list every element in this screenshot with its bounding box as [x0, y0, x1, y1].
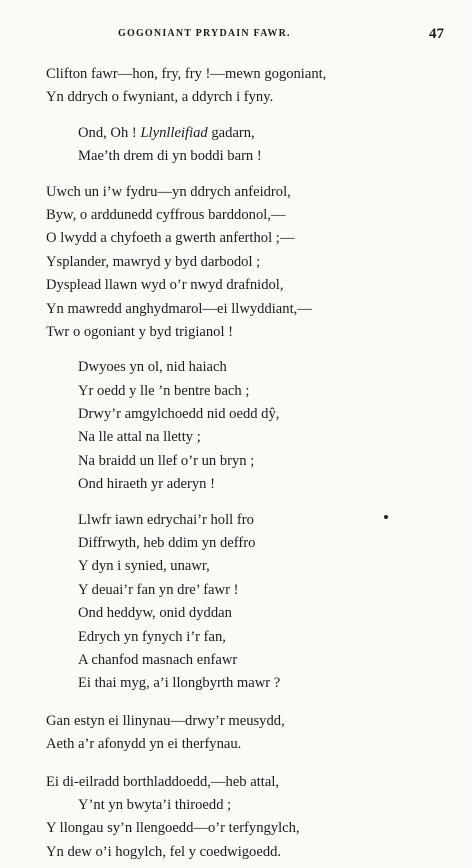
running-head: GOGONIANT PRYDAIN FAWR. [118, 28, 291, 39]
stanza-gap [0, 169, 472, 181]
verse-line: Byw, o arddunedd cyffrous barddonol,— [46, 206, 286, 223]
verse-line: Clifton fawr—hon, fry, fry !—mewn gogoniant, [46, 66, 327, 82]
verse-line: Gan estyn ei llinynau—drwy’r meusydd, [46, 712, 285, 729]
verse-line: Ond heddyw, onid dyddan [78, 605, 232, 622]
verse-line: Y dyn i synied, unawr, [78, 558, 210, 575]
verse-line: Yn dew o’i hogylch, fel y coedwigoedd. [46, 843, 282, 860]
verse-line: Ond hiraeth yr aderyn ! [78, 476, 215, 493]
verse-line: Yn mawredd anghydmarol—ei llwyddiant,— [46, 300, 312, 317]
stanza-gap [0, 757, 472, 771]
stanza [0, 771, 472, 865]
verse-line: Aeth a’r afonydd yn ei therfynau. [46, 736, 242, 753]
page-header [0, 26, 472, 46]
verse-line: Drwy’r amgylchoedd nid oedd dŷ, [78, 406, 280, 423]
stanza [0, 710, 472, 757]
page-number: 47 [429, 26, 444, 42]
stanza-gap [0, 696, 472, 710]
verse-line: Ei thai myg, a’i llongbyrth mawr ? [78, 675, 281, 692]
verse-line: Llwfr iawn edrychai’r holl fro [78, 511, 254, 528]
stanza [0, 509, 472, 696]
verse-line: Y’nt yn bwyta’i thiroedd ; [78, 796, 232, 813]
stanza [0, 63, 472, 110]
verse-line: Na braidd un llef o’r un bryn ; [78, 452, 255, 469]
verse-line: Ond, Oh ! Llynlleifiad gadarn, [78, 124, 255, 141]
stanza-gap [0, 110, 472, 122]
verse-line: Uwch un i’w fydru—yn ddrych anfeidrol, [46, 183, 291, 200]
verse-line: Y llongau sy’n llengoedd—o’r terfyngylch, [46, 820, 300, 837]
verse-line: Ei di-eilradd borthladdoedd,—heb attal, [46, 773, 280, 790]
verse-line: O lwydd a chyfoeth a gwerth anferthol ;— [46, 230, 295, 247]
ink-speck [384, 515, 388, 519]
stanza [0, 356, 472, 496]
verse-line: A chanfod masnach enfawr [78, 651, 238, 668]
verse-line: Yn ddrych o fwyniant, a ddyrch i fyny. [46, 89, 274, 106]
verse-line: Na lle attal na lletty ; [78, 429, 201, 446]
verse-line: Edrych yn fynych i’r fan, [78, 628, 226, 645]
stanza-gap [0, 344, 472, 356]
verse-line: Mae’th drem di yn boddi barn ! [78, 148, 262, 165]
verse-line: Ysplander, mawryd y byd darbodol ; [46, 253, 261, 270]
verse-line: Twr o ogoniant y byd trigianol ! [46, 323, 234, 340]
stanza-gap [0, 497, 472, 509]
verse-line: Yr oedd y lle ’n bentre bach ; [78, 382, 250, 399]
stanza [0, 181, 472, 345]
verse-line: Dysplead llawn wyd o’r nwyd drafnidol, [46, 277, 284, 294]
verse-line: Dwyoes yn ol, nid haiach [78, 359, 227, 376]
poem-body [0, 63, 472, 864]
stanza [0, 122, 472, 169]
verse-line: Diffrwyth, heb ddim yn deffro [78, 535, 256, 552]
verse-line: Y deuai’r fan yn dre’ fawr ! [78, 581, 239, 598]
